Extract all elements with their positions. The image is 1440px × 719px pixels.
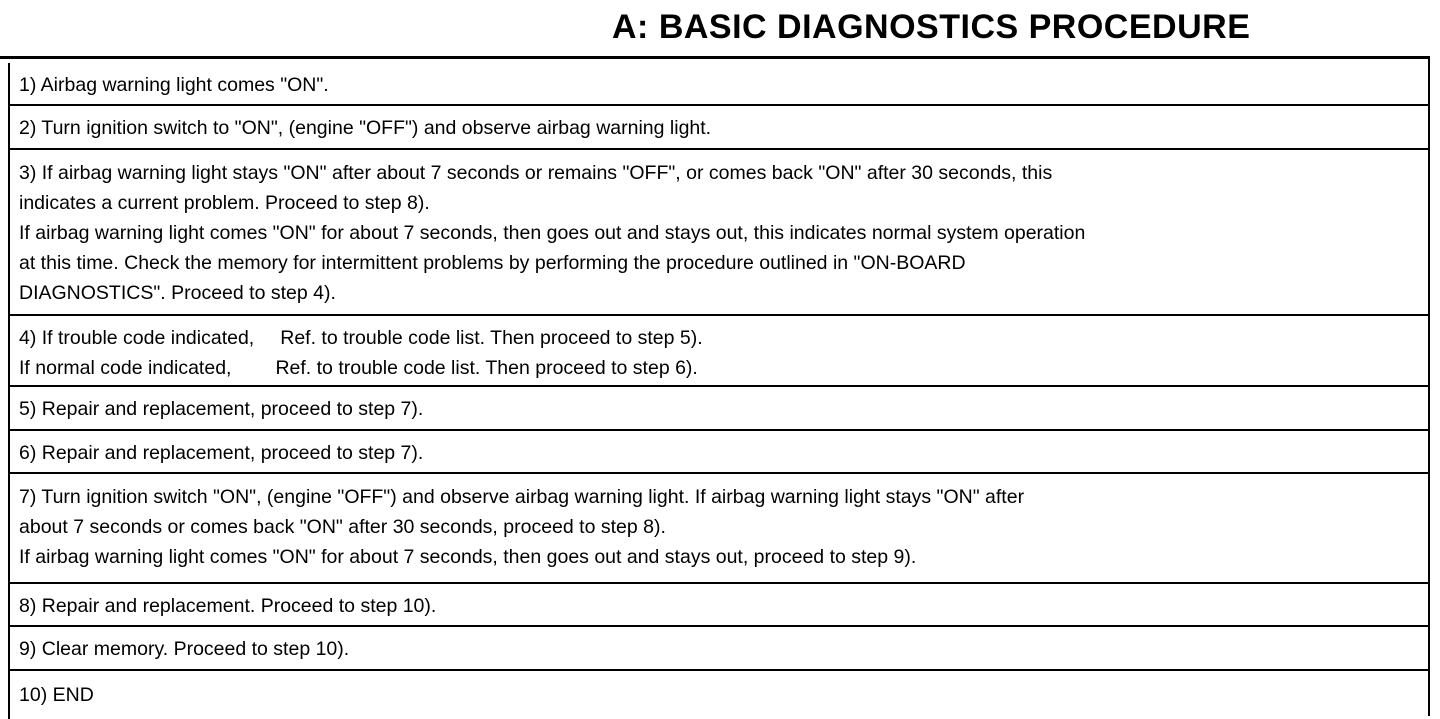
page-title: A: BASIC DIAGNOSTICS PROCEDURE [612,8,1251,46]
step-4-row [8,316,1428,387]
step-2-row [8,106,1428,150]
step-9-row [8,627,1428,671]
step-7-row [8,474,1428,584]
step-3-line-1: 3) If airbag warning light stays "ON" after about 7 seconds or remains "OFF", or comes back "ON" after 30 seconds, this [19,162,1053,184]
step-3-line-3: If airbag warning light comes "ON" for about 7 seconds, then goes out and stays out, this indicates normal system operation [19,222,1086,244]
step-5-text: 5) Repair and replacement, proceed to step 7). [19,398,424,420]
step-3-row [8,150,1428,316]
step-2-text: 2) Turn ignition switch to "ON", (engine "OFF") and observe airbag warning light. [19,117,712,139]
step-1-text: 1) Airbag warning light comes "ON". [19,74,329,96]
step-10-row [8,671,1428,719]
step-8-text: 8) Repair and replacement. Proceed to step 10). [19,595,437,617]
step-4-line-2 [19,353,1428,383]
step-6-row [8,431,1428,474]
step-4-action-normal: Ref. to trouble code list. Then proceed to step 6). [275,357,698,379]
step-7-line-3: If airbag warning light comes "ON" for about 7 seconds, then goes out and stays out, proceed to step 9). [19,546,917,568]
procedure-table [0,56,1430,716]
step-4-line-1 [19,323,1428,353]
step-4-action-trouble: Ref. to trouble code list. Then proceed to step 5). [280,327,703,349]
step-4-condition-trouble: 4) If trouble code indicated, [19,327,255,349]
step-1-row [8,63,1428,106]
step-3-line-5: DIAGNOSTICS". Proceed to step 4). [19,282,336,304]
step-8-row [8,584,1428,627]
step-9-text: 9) Clear memory. Proceed to step 10). [19,638,350,660]
step-10-text: 10) END [19,684,94,706]
step-5-row [8,387,1428,431]
step-7-line-2: about 7 seconds or comes back "ON" after 30 seconds, proceed to step 8). [19,516,666,538]
step-4-condition-normal: If normal code indicated, [19,357,232,379]
step-7-line-1: 7) Turn ignition switch "ON", (engine "OFF") and observe airbag warning light. If airbag warning light stays "ON" after [19,486,1025,508]
step-3-line-2: indicates a current problem. Proceed to step 8). [19,192,430,214]
step-6-text: 6) Repair and replacement, proceed to step 7). [19,442,424,464]
step-3-line-4: at this time. Check the memory for intermittent problems by performing the procedure outlined in "ON-BOARD [19,252,966,274]
